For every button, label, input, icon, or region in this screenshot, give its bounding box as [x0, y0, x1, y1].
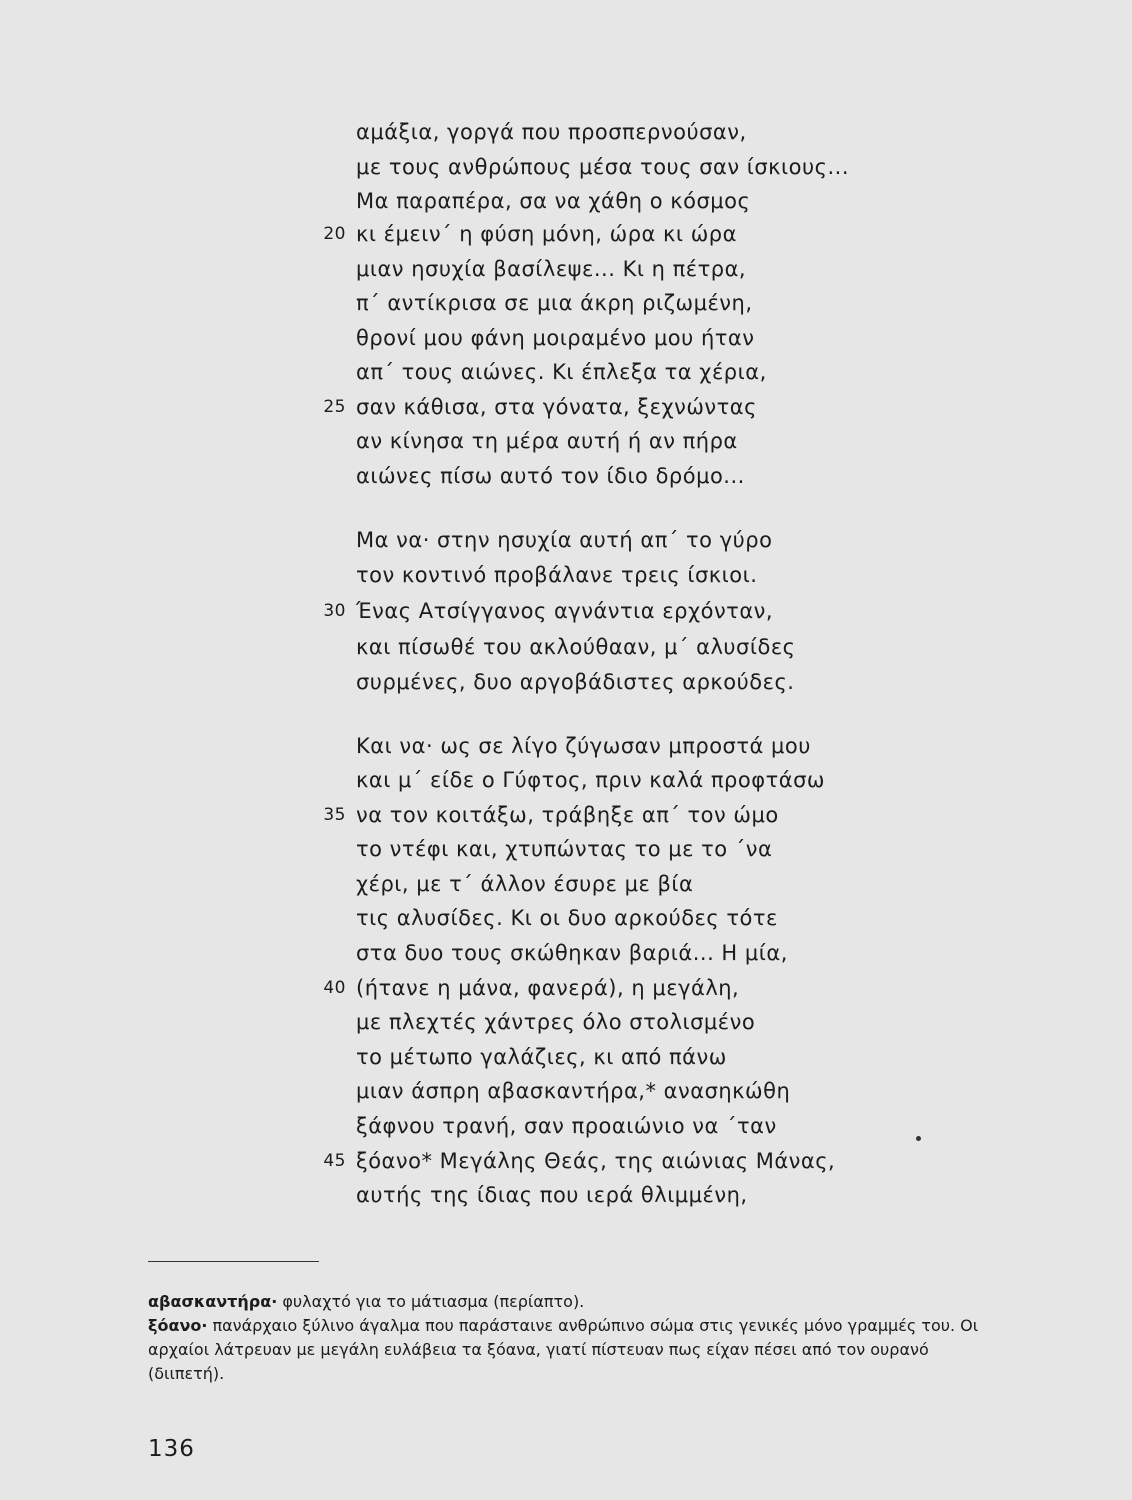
poem-line: Μα παραπέρα, σα να χάθη ο κόσμος — [356, 189, 751, 213]
poem-line: και πίσωθέ του ακλούθααν, μ΄ αλυσίδες — [356, 635, 796, 659]
poem-line: ξόανο* Μεγάλης Θεάς, της αιώνιας Μάνας, — [356, 1149, 836, 1173]
poem-line: κι έμειν΄ η φύση μόνη, ώρα κι ώρα — [356, 222, 737, 246]
footnote-text: πανάρχαιο ξύλινο άγαλμα που παράσταινε ανθρώπινο σώμα στις γενικές μόνο γραμμές του. Οι αρχαίοι λάτρευαν με μεγάλη ευλάβεια τα ξόανα, γιατί πίστευαν πως είχαν πέσει από τον ουρανό (διιπετή). — [148, 1316, 979, 1383]
poem-line: στα δυο τους σκώθηκαν βαριά... Η μία, — [356, 941, 788, 965]
poem-line: σαν κάθισα, στα γόνατα, ξεχνώντας — [356, 395, 757, 419]
poem-line: το ντέφι και, χτυπώντας το με το ΄να — [356, 837, 773, 861]
line-number: 45 — [323, 1151, 346, 1171]
poem-line: αυτής της ίδιας που ιερά θλιμμένη, — [356, 1183, 748, 1207]
poem-line: ξάφνου τρανή, σαν προαιώνιο να ΄ταν — [356, 1114, 777, 1138]
line-number: 35 — [323, 805, 346, 825]
footnote-divider — [148, 1261, 319, 1262]
poem-line: θρονί μου φάνη μοιραμένο μου ήταν — [356, 326, 755, 350]
footnote — [148, 1290, 988, 1314]
poem-line: χέρι, με τ΄ άλλον έσυρε με βία — [356, 872, 694, 896]
poem-line: π΄ αντίκρισα σε μια άκρη ριζωμένη, — [356, 291, 753, 315]
poem-line: τις αλυσίδες. Κι οι δυο αρκούδες τότε — [356, 906, 778, 930]
footnote-text: φυλαχτό για το μάτιασμα (περίαπτο). — [277, 1292, 585, 1311]
poem-line: (ήτανε η μάνα, φανερά), η μεγάλη, — [356, 976, 740, 1000]
footnote-term: ξόανο· — [148, 1316, 208, 1335]
footnote-term: αβασκαντήρα· — [148, 1292, 278, 1311]
margin-mark — [916, 1136, 921, 1141]
poem-line: Μα να· στην ησυχία αυτή απ΄ το γύρο — [356, 528, 773, 552]
line-number: 25 — [323, 397, 346, 417]
poem-line: μιαν ησυχία βασίλεψε... Κι η πέτρα, — [356, 257, 747, 281]
poem-line: Ένας Ατσίγγανος αγνάντια ερχόνταν, — [356, 599, 774, 623]
poem-line: απ΄ τους αιώνες. Κι έπλεξα τα χέρια, — [356, 360, 767, 384]
poem-line: και μ΄ είδε ο Γύφτος, πριν καλά προφτάσω — [356, 768, 825, 792]
poem-line: με πλεχτές χάντρες όλο στολισμένο — [356, 1010, 756, 1034]
poem-line: συρμένες, δυο αργοβάδιστες αρκούδες. — [356, 670, 795, 694]
poem-line: με τους ανθρώπους μέσα τους σαν ίσκιους... — [356, 155, 849, 179]
line-number: 20 — [323, 224, 346, 244]
poem-line: το μέτωπο γαλάζιες, κι από πάνω — [356, 1045, 727, 1069]
poem-line: να τον κοιτάξω, τράβηξε απ΄ τον ώμο — [356, 803, 779, 827]
poem-line: Και να· ως σε λίγο ζύγωσαν μπροστά μου — [356, 734, 811, 758]
footnote — [148, 1314, 988, 1386]
poem-line: αιώνες πίσω αυτό τον ίδιο δρόμο... — [356, 464, 745, 488]
line-number: 30 — [323, 601, 346, 621]
poem-line: τον κοντινό προβάλανε τρεις ίσκιοι. — [356, 563, 758, 587]
poem-line: αν κίνησα τη μέρα αυτή ή αν πήρα — [356, 429, 738, 453]
line-number: 40 — [323, 978, 346, 998]
poem-line: αμάξια, γοργά που προσπερνούσαν, — [356, 120, 747, 144]
footnotes — [148, 1290, 988, 1386]
page-number: 136 — [148, 1436, 195, 1462]
poem-line: μιαν άσπρη αβασκαντήρα,* ανασηκώθη — [356, 1079, 791, 1103]
